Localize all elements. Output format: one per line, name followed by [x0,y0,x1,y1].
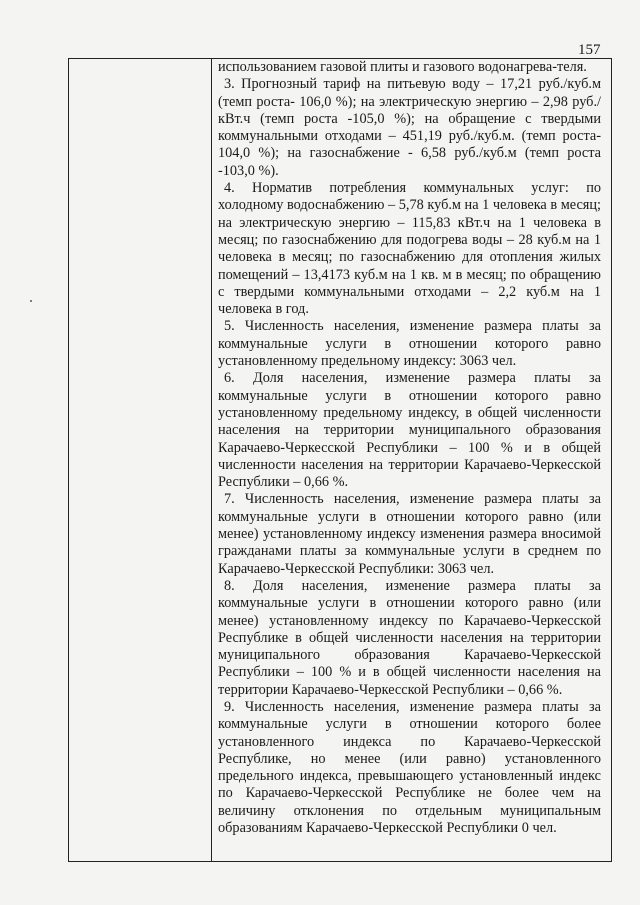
paragraph-item-8: 8. Доля населения, изменение размера платы за коммунальные услуги в отношении которого равно (или менее) установленному индексу по Карачаево-Черкесской Республике в общей численности населения на территории муниципального образования Карачаево-Черкесской Республики – 100 % и в общей численности населения на территории Карачаево-Черкесской Республики – 0,66 %. [218,577,601,698]
page-number: 157 [578,42,601,58]
paragraph-item-5: 5. Численность населения, изменение размера платы за коммунальные услуги в отношении которого равно установленному предельному индексу: 3063 чел. [218,318,601,370]
paragraph-item-6: 6. Доля населения, изменение размера платы за коммунальные услуги в отношении которого равно установленному предельному индексу, в общей численности населения на территории муниципального образования Карачаево-Черкесской Республики – 100 % и в общей численности населения на территории Карачаево-Черкесской Республики – 0,66 %. [218,370,601,491]
paragraph-item-4: 4. Норматив потребления коммунальных услуг: по холодному водоснабжению – 5,78 куб.м на 1 человека в месяц; на электрическую энергию – 115,83 кВт.ч на 1 человека в месяц; по газоснабжению для подогрева воды – 28 куб.м на 1 человека в месяц; по газоснабжению для отопления жилых помещений – 13,4173 куб.м на 1 кв. м в месяц; по обращению с твердыми коммунальными отходами – 2,2 куб.м на 1 человека в год. [218,180,601,318]
left-column-cell [69,59,212,861]
scan-speck [30,300,32,302]
paragraph-item-9: 9. Численность населения, изменение размера платы за коммунальные услуги в отношении которого более установленного индекса по Карачаево-Черкесской Республике, но менее (или равно) установленного предельного индекса, превышающего установленный индекс по Карачаево-Черкесской Республике не более чем на величину отклонения по отдельным муниципальным образованиям Карачаево-Черкесской Республики 0 чел. [218,698,601,837]
paragraph-item-7: 7. Численность населения, изменение размера платы за коммунальные услуги в отношении которого равно (или менее) установленному индексу изменения размера вносимой гражданами платы за коммунальные услуги в среднем по Карачаево-Черкесской Республики: 3063 чел. [218,491,601,577]
right-column-text [218,59,601,837]
document-table [68,58,612,862]
continuation-paragraph: использованием газовой плиты и газового водонагрева-тeля. [218,59,587,75]
paragraph-item-3: 3. Прогнозный тариф на питьевую воду – 17,21 руб./куб.м (темп роста- 106,0 %); на электрическую энергию – 2,98 руб./кВт.ч (темп роста -105,0 %); на обращение с твердыми коммунальными отходами – 451,19 руб./куб.м. (темп роста- 104,0 %); на газоснабжение - 6,58 руб./куб.м (темп роста -103,0 %). [218,76,601,179]
